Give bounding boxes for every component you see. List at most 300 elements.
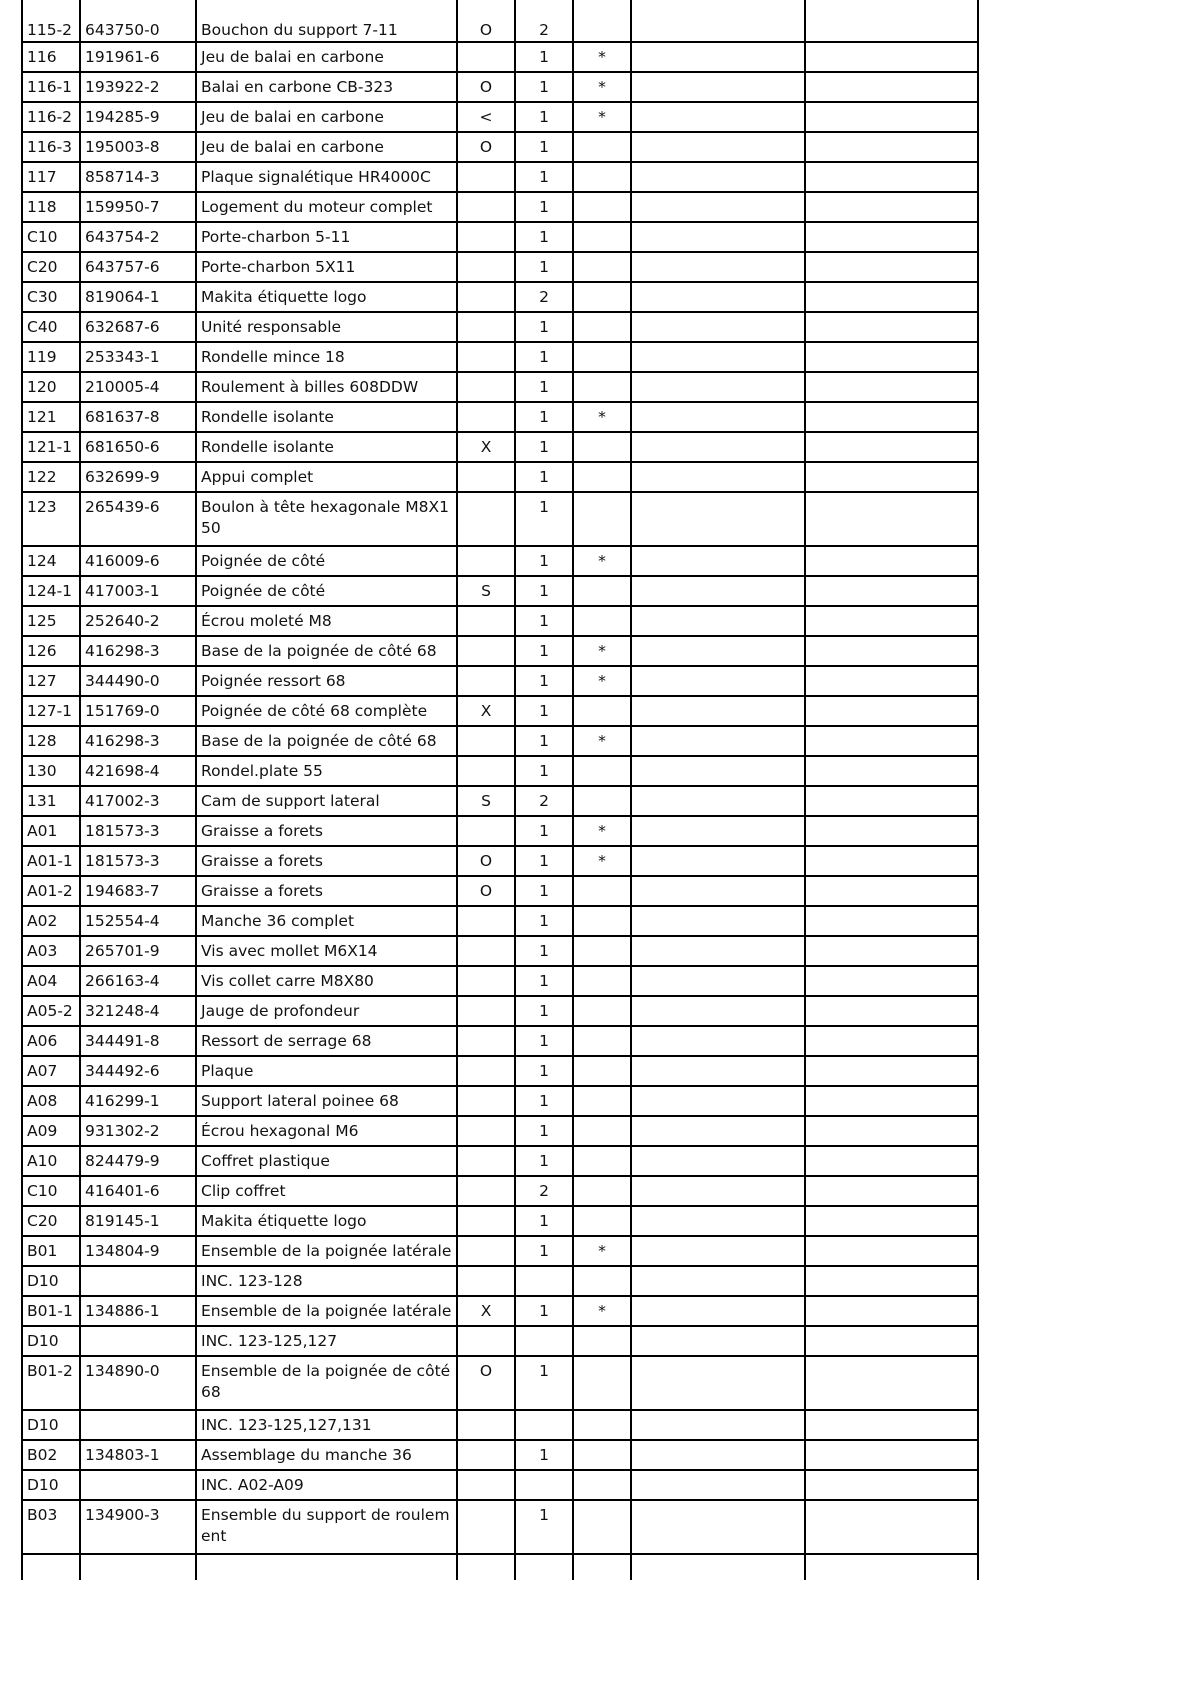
cell-ref-no: 117 (22, 162, 80, 192)
cell-ref-no: 125 (22, 606, 80, 636)
cell-blank-2 (805, 132, 978, 162)
cell-description: Boulon à tête hexagonale M8X150 (196, 492, 457, 546)
cell-part-number (80, 1410, 196, 1440)
cell-code (457, 222, 515, 252)
cell-blank-1 (631, 1500, 805, 1554)
cell-note-mark: * (573, 72, 631, 102)
cell-blank-2 (805, 786, 978, 816)
cell-note-mark (573, 162, 631, 192)
cell-part-number: 194683-7 (80, 876, 196, 906)
cell-part-number: 931302-2 (80, 1116, 196, 1146)
cell-blank-2 (805, 1500, 978, 1554)
cell-part-number: 181573-3 (80, 846, 196, 876)
cell-quantity: 1 (515, 906, 573, 936)
table-row (22, 42, 978, 72)
cell-quantity: 1 (515, 42, 573, 72)
cell-description: Base de la poignée de côté 68 (196, 636, 457, 666)
cell-blank-2 (805, 192, 978, 222)
cell-quantity: 1 (515, 402, 573, 432)
cell-blank-1 (631, 1236, 805, 1266)
cell-blank-1 (631, 726, 805, 756)
cell-code: O (457, 72, 515, 102)
cell-blank-1 (631, 666, 805, 696)
cell-quantity: 1 (515, 636, 573, 666)
cell-quantity (515, 1554, 573, 1580)
cell-description: Écrou hexagonal M6 (196, 1116, 457, 1146)
cell-blank-1 (631, 1116, 805, 1146)
cell-code (457, 906, 515, 936)
cell-quantity: 1 (515, 606, 573, 636)
cell-code (457, 936, 515, 966)
cell-blank-1 (631, 492, 805, 546)
cell-part-number: 134803-1 (80, 1440, 196, 1470)
cell-part-number: 643750-0 (80, 0, 196, 42)
cell-description: Clip coffret (196, 1176, 457, 1206)
table-row (22, 222, 978, 252)
cell-code (457, 1326, 515, 1356)
cell-code (457, 636, 515, 666)
table-row (22, 576, 978, 606)
cell-blank-1 (631, 1146, 805, 1176)
cell-code (457, 1086, 515, 1116)
cell-part-number: 416298-3 (80, 726, 196, 756)
cell-quantity: 1 (515, 342, 573, 372)
cell-code (457, 1236, 515, 1266)
cell-description: Rondelle mince 18 (196, 342, 457, 372)
cell-part-number: 151769-0 (80, 696, 196, 726)
cell-ref-no: 122 (22, 462, 80, 492)
cell-blank-1 (631, 222, 805, 252)
cell-part-number: 195003-8 (80, 132, 196, 162)
cell-quantity: 1 (515, 576, 573, 606)
cell-code: < (457, 102, 515, 132)
cell-blank-2 (805, 996, 978, 1026)
cell-blank-2 (805, 546, 978, 576)
table-row (22, 816, 978, 846)
cell-code (457, 252, 515, 282)
cell-ref-no: C40 (22, 312, 80, 342)
cell-blank-1 (631, 342, 805, 372)
cell-quantity: 1 (515, 192, 573, 222)
cell-description: Assemblage du manche 36 (196, 1440, 457, 1470)
cell-blank-2 (805, 966, 978, 996)
cell-code (457, 816, 515, 846)
cell-part-number: 321248-4 (80, 996, 196, 1026)
cell-quantity: 1 (515, 312, 573, 342)
table-row (22, 282, 978, 312)
cell-blank-2 (805, 342, 978, 372)
cell-code (457, 1410, 515, 1440)
cell-quantity: 1 (515, 996, 573, 1026)
cell-blank-1 (631, 876, 805, 906)
cell-part-number (80, 1554, 196, 1580)
cell-part-number: 681637-8 (80, 402, 196, 432)
cell-part-number: 632687-6 (80, 312, 196, 342)
cell-note-mark (573, 1086, 631, 1116)
cell-code: X (457, 1296, 515, 1326)
cell-quantity: 1 (515, 222, 573, 252)
cell-note-mark (573, 936, 631, 966)
cell-ref-no: A10 (22, 1146, 80, 1176)
cell-blank-2 (805, 492, 978, 546)
cell-note-mark (573, 132, 631, 162)
cell-code (457, 1026, 515, 1056)
cell-part-number: 632699-9 (80, 462, 196, 492)
cell-ref-no: 119 (22, 342, 80, 372)
cell-ref-no: A07 (22, 1056, 80, 1086)
cell-ref-no: C10 (22, 1176, 80, 1206)
cell-quantity (515, 1470, 573, 1500)
cell-note-mark (573, 0, 631, 42)
cell-code: O (457, 0, 515, 42)
cell-note-mark: * (573, 636, 631, 666)
cell-blank-1 (631, 1176, 805, 1206)
cell-description: Makita étiquette logo (196, 1206, 457, 1236)
cell-quantity: 1 (515, 1296, 573, 1326)
cell-blank-2 (805, 906, 978, 936)
cell-quantity: 1 (515, 1026, 573, 1056)
cell-note-mark (573, 282, 631, 312)
table-row (22, 1470, 978, 1500)
cell-part-number: 134900-3 (80, 1500, 196, 1554)
cell-code (457, 492, 515, 546)
cell-blank-2 (805, 252, 978, 282)
cell-part-number: 193922-2 (80, 72, 196, 102)
table-row (22, 132, 978, 162)
cell-part-number: 681650-6 (80, 432, 196, 462)
cell-description: INC. 123-128 (196, 1266, 457, 1296)
cell-description: INC. A02-A09 (196, 1470, 457, 1500)
cell-ref-no: A05-2 (22, 996, 80, 1026)
cell-note-mark (573, 1206, 631, 1236)
cell-part-number: 181573-3 (80, 816, 196, 846)
table-row (22, 906, 978, 936)
cell-part-number: 266163-4 (80, 966, 196, 996)
cell-ref-no: C10 (22, 222, 80, 252)
cell-description: INC. 123-125,127 (196, 1326, 457, 1356)
cell-note-mark (573, 1056, 631, 1086)
cell-description: Ensemble de la poignée latérale (196, 1296, 457, 1326)
cell-ref-no: 116-1 (22, 72, 80, 102)
table-row (22, 1056, 978, 1086)
table-row (22, 636, 978, 666)
cell-part-number: 824479-9 (80, 1146, 196, 1176)
cell-part-number: 253343-1 (80, 342, 196, 372)
cell-code: S (457, 576, 515, 606)
cell-code (457, 546, 515, 576)
cell-blank-1 (631, 906, 805, 936)
cell-blank-2 (805, 1326, 978, 1356)
table-row (22, 102, 978, 132)
cell-ref-no: 126 (22, 636, 80, 666)
table-row (22, 492, 978, 546)
cell-blank-2 (805, 1116, 978, 1146)
table-row (22, 606, 978, 636)
cell-code (457, 282, 515, 312)
cell-part-number: 421698-4 (80, 756, 196, 786)
cell-blank-2 (805, 1026, 978, 1056)
table-row (22, 726, 978, 756)
cell-quantity: 1 (515, 936, 573, 966)
cell-quantity: 1 (515, 1086, 573, 1116)
cell-part-number: 819145-1 (80, 1206, 196, 1236)
cell-note-mark (573, 786, 631, 816)
cell-description: Plaque signalétique HR4000C (196, 162, 457, 192)
cell-blank-2 (805, 1296, 978, 1326)
cell-note-mark (573, 462, 631, 492)
cell-part-number: 134886-1 (80, 1296, 196, 1326)
cell-blank-1 (631, 432, 805, 462)
cell-part-number: 416401-6 (80, 1176, 196, 1206)
cell-code (457, 996, 515, 1026)
cell-ref-no: B01 (22, 1236, 80, 1266)
cell-part-number: 416009-6 (80, 546, 196, 576)
cell-ref-no: D10 (22, 1410, 80, 1440)
cell-ref-no: 116 (22, 42, 80, 72)
cell-quantity: 1 (515, 102, 573, 132)
cell-blank-1 (631, 576, 805, 606)
cell-note-mark (573, 1440, 631, 1470)
cell-ref-no: A02 (22, 906, 80, 936)
cell-code (457, 756, 515, 786)
cell-code: O (457, 846, 515, 876)
cell-blank-2 (805, 876, 978, 906)
table-row (22, 1410, 978, 1440)
table-row (22, 1554, 978, 1580)
cell-ref-no: 128 (22, 726, 80, 756)
cell-blank-2 (805, 756, 978, 786)
cell-blank-1 (631, 1206, 805, 1236)
cell-note-mark (573, 312, 631, 342)
cell-code (457, 372, 515, 402)
cell-quantity: 1 (515, 726, 573, 756)
table-row (22, 786, 978, 816)
cell-description: Poignée ressort 68 (196, 666, 457, 696)
cell-quantity (515, 1266, 573, 1296)
table-row (22, 372, 978, 402)
cell-description: Écrou moleté M8 (196, 606, 457, 636)
cell-blank-1 (631, 546, 805, 576)
cell-code: O (457, 1356, 515, 1410)
cell-note-mark (573, 1554, 631, 1580)
cell-description: Poignée de côté (196, 546, 457, 576)
cell-ref-no: 118 (22, 192, 80, 222)
cell-blank-1 (631, 1056, 805, 1086)
cell-note-mark: * (573, 546, 631, 576)
cell-blank-2 (805, 1410, 978, 1440)
table-row (22, 996, 978, 1026)
cell-quantity: 1 (515, 1236, 573, 1266)
cell-code (457, 42, 515, 72)
cell-ref-no: A01-2 (22, 876, 80, 906)
cell-note-mark: * (573, 102, 631, 132)
cell-note-mark (573, 222, 631, 252)
cell-code (457, 342, 515, 372)
cell-code (457, 1206, 515, 1236)
table-row (22, 342, 978, 372)
cell-ref-no: D10 (22, 1266, 80, 1296)
cell-blank-1 (631, 756, 805, 786)
cell-note-mark (573, 1176, 631, 1206)
cell-blank-1 (631, 1026, 805, 1056)
cell-ref-no: 124 (22, 546, 80, 576)
cell-quantity: 1 (515, 1206, 573, 1236)
cell-ref-no: A04 (22, 966, 80, 996)
cell-ref-no: C20 (22, 252, 80, 282)
cell-code (457, 726, 515, 756)
cell-part-number (80, 1326, 196, 1356)
cell-blank-1 (631, 1440, 805, 1470)
cell-blank-1 (631, 1266, 805, 1296)
cell-part-number: 416299-1 (80, 1086, 196, 1116)
cell-blank-2 (805, 282, 978, 312)
cell-quantity (515, 1326, 573, 1356)
cell-note-mark (573, 606, 631, 636)
cell-note-mark (573, 1116, 631, 1146)
table-row (22, 1236, 978, 1266)
table-row (22, 1440, 978, 1470)
cell-blank-1 (631, 846, 805, 876)
cell-part-number: 858714-3 (80, 162, 196, 192)
cell-ref-no: 121-1 (22, 432, 80, 462)
cell-note-mark: * (573, 816, 631, 846)
cell-ref-no: A01 (22, 816, 80, 846)
cell-code (457, 1440, 515, 1470)
cell-blank-2 (805, 372, 978, 402)
cell-code (457, 666, 515, 696)
cell-quantity: 1 (515, 1146, 573, 1176)
table-row (22, 1266, 978, 1296)
cell-note-mark (573, 1026, 631, 1056)
cell-description: Porte-charbon 5-11 (196, 222, 457, 252)
cell-part-number: 643754-2 (80, 222, 196, 252)
cell-note-mark: * (573, 1296, 631, 1326)
cell-ref-no: A06 (22, 1026, 80, 1056)
cell-note-mark (573, 696, 631, 726)
cell-part-number: 344490-0 (80, 666, 196, 696)
cell-ref-no: 127 (22, 666, 80, 696)
cell-blank-1 (631, 192, 805, 222)
cell-description: Rondelle isolante (196, 432, 457, 462)
cell-blank-1 (631, 1296, 805, 1326)
cell-note-mark (573, 1326, 631, 1356)
cell-note-mark (573, 756, 631, 786)
cell-part-number: 152554-4 (80, 906, 196, 936)
cell-ref-no: 127-1 (22, 696, 80, 726)
table-row (22, 0, 978, 42)
table-row (22, 936, 978, 966)
cell-quantity: 1 (515, 546, 573, 576)
cell-blank-1 (631, 1356, 805, 1410)
cell-part-number: 134890-0 (80, 1356, 196, 1410)
cell-blank-1 (631, 252, 805, 282)
cell-ref-no: 124-1 (22, 576, 80, 606)
cell-blank-1 (631, 372, 805, 402)
cell-description: Graisse a forets (196, 876, 457, 906)
cell-ref-no: C30 (22, 282, 80, 312)
table-row (22, 192, 978, 222)
cell-description: Plaque (196, 1056, 457, 1086)
cell-ref-no: 116-3 (22, 132, 80, 162)
cell-code (457, 966, 515, 996)
cell-description: Cam de support lateral (196, 786, 457, 816)
cell-description: Rondel.plate 55 (196, 756, 457, 786)
cell-ref-no: 116-2 (22, 102, 80, 132)
cell-quantity: 1 (515, 696, 573, 726)
cell-ref-no: 115-2 (22, 0, 80, 42)
cell-blank-2 (805, 1440, 978, 1470)
cell-blank-2 (805, 1236, 978, 1266)
cell-description: Graisse a forets (196, 846, 457, 876)
cell-description: Ensemble de la poignée de côté 68 (196, 1356, 457, 1410)
cell-blank-2 (805, 726, 978, 756)
cell-description: Coffret plastique (196, 1146, 457, 1176)
cell-note-mark (573, 432, 631, 462)
cell-blank-2 (805, 1470, 978, 1500)
cell-blank-1 (631, 42, 805, 72)
cell-blank-2 (805, 432, 978, 462)
cell-note-mark (573, 492, 631, 546)
cell-description: Porte-charbon 5X11 (196, 252, 457, 282)
cell-part-number: 417002-3 (80, 786, 196, 816)
cell-blank-2 (805, 1266, 978, 1296)
cell-blank-1 (631, 936, 805, 966)
cell-part-number: 344491-8 (80, 1026, 196, 1056)
cell-quantity: 2 (515, 786, 573, 816)
cell-blank-2 (805, 0, 978, 42)
cell-note-mark: * (573, 666, 631, 696)
cell-quantity: 1 (515, 966, 573, 996)
cell-blank-2 (805, 402, 978, 432)
cell-blank-2 (805, 846, 978, 876)
cell-blank-2 (805, 1176, 978, 1206)
cell-blank-2 (805, 1086, 978, 1116)
cell-description: Unité responsable (196, 312, 457, 342)
cell-note-mark: * (573, 726, 631, 756)
cell-code (457, 606, 515, 636)
cell-ref-no: B03 (22, 1500, 80, 1554)
cell-quantity: 1 (515, 162, 573, 192)
cell-note-mark: * (573, 846, 631, 876)
cell-blank-1 (631, 1326, 805, 1356)
cell-blank-2 (805, 72, 978, 102)
table-row (22, 546, 978, 576)
cell-quantity: 1 (515, 846, 573, 876)
cell-quantity: 1 (515, 816, 573, 846)
cell-blank-2 (805, 816, 978, 846)
cell-blank-2 (805, 222, 978, 252)
parts-table-body (22, 0, 978, 1580)
cell-ref-no: 130 (22, 756, 80, 786)
cell-description: Vis collet carre M8X80 (196, 966, 457, 996)
cell-description: Balai en carbone CB-323 (196, 72, 457, 102)
cell-code: O (457, 132, 515, 162)
cell-part-number: 265439-6 (80, 492, 196, 546)
table-row (22, 1086, 978, 1116)
cell-blank-1 (631, 996, 805, 1026)
cell-blank-2 (805, 696, 978, 726)
cell-blank-2 (805, 312, 978, 342)
cell-code (457, 1056, 515, 1086)
cell-quantity: 1 (515, 1056, 573, 1086)
cell-description: Ensemble de la poignée latérale (196, 1236, 457, 1266)
cell-code: X (457, 432, 515, 462)
cell-ref-no (22, 1554, 80, 1580)
cell-note-mark (573, 1470, 631, 1500)
cell-blank-2 (805, 576, 978, 606)
cell-quantity: 2 (515, 282, 573, 312)
cell-blank-1 (631, 72, 805, 102)
